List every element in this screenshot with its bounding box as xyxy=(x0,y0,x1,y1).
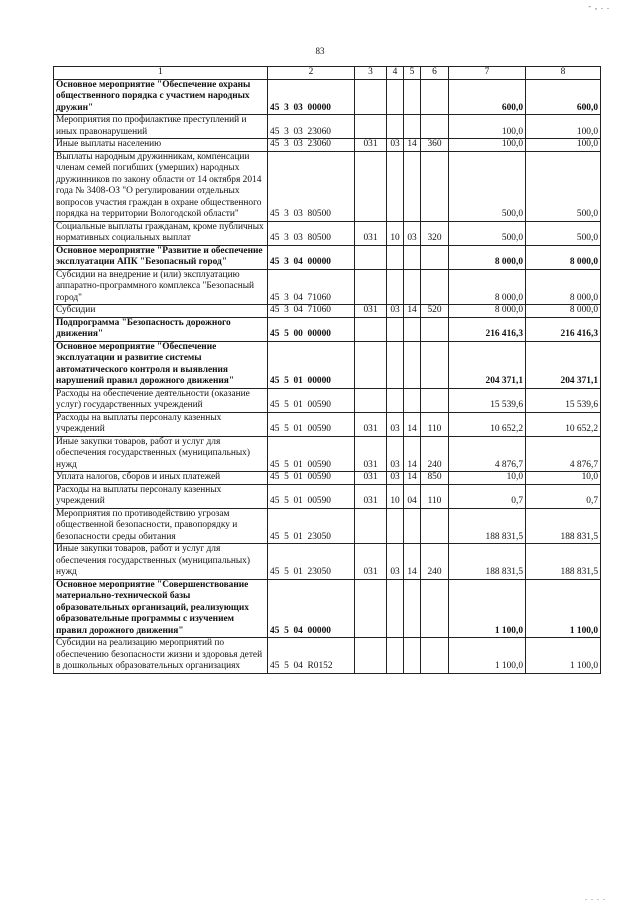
row-amount-1: 188 831,5 xyxy=(449,508,526,544)
row-amount-1: 1 100,0 xyxy=(449,638,526,674)
row-grbs xyxy=(355,508,387,544)
row-section: 10 xyxy=(387,484,404,508)
row-amount-2: 8 000,0 xyxy=(526,245,601,269)
row-expense-type xyxy=(421,388,449,412)
row-code: 45 5 01 00590 xyxy=(268,436,355,472)
row-grbs xyxy=(355,388,387,412)
row-amount-2: 188 831,5 xyxy=(526,544,601,580)
row-code: 45 5 01 00590 xyxy=(268,388,355,412)
row-subsection: 14 xyxy=(404,472,421,485)
row-amount-1: 8 000,0 xyxy=(449,305,526,318)
corner-mark: - , . . xyxy=(588,2,610,11)
row-amount-1: 10,0 xyxy=(449,472,526,485)
row-name: Основное мероприятие "Развитие и обеспечение эксплуатации АПК "Безопасный город" xyxy=(54,245,268,269)
table-row xyxy=(54,151,601,221)
row-section: 10 xyxy=(387,221,404,245)
row-name: Иные закупки товаров, работ и услуг для обеспечения государственных (муниципальных) нужд xyxy=(54,436,268,472)
row-amount-1: 500,0 xyxy=(449,221,526,245)
row-expense-type: 850 xyxy=(421,472,449,485)
row-code: 45 3 04 71060 xyxy=(268,269,355,305)
header-col-8: 8 xyxy=(526,67,601,80)
row-amount-2: 100,0 xyxy=(526,139,601,152)
row-amount-1: 216 416,3 xyxy=(449,317,526,341)
row-section xyxy=(387,151,404,221)
row-amount-1: 0,7 xyxy=(449,484,526,508)
row-name: Выплаты народным дружинникам, компенсации членам семей погибших (умерших) народных дружинников по закону области от 14 октября 2014 года № 3408-ОЗ "О регулировании отдельных вопросов участия граждан в охране общественного порядка на территории Вологодской области" xyxy=(54,151,268,221)
row-section xyxy=(387,579,404,638)
table-row xyxy=(54,305,601,318)
table-row xyxy=(54,341,601,388)
row-expense-type xyxy=(421,151,449,221)
row-amount-1: 188 831,5 xyxy=(449,544,526,580)
row-subsection xyxy=(404,508,421,544)
header-col-2: 2 xyxy=(268,67,355,80)
table-row xyxy=(54,638,601,674)
table-row xyxy=(54,221,601,245)
row-name: Уплата налогов, сборов и иных платежей xyxy=(54,472,268,485)
row-grbs: 031 xyxy=(355,221,387,245)
row-expense-type: 360 xyxy=(421,139,449,152)
row-section xyxy=(387,317,404,341)
row-amount-1: 8 000,0 xyxy=(449,245,526,269)
row-amount-2: 500,0 xyxy=(526,221,601,245)
row-name: Мероприятия по противодействию угрозам общественной безопасности, правопорядку и безопасности среды обитания xyxy=(54,508,268,544)
row-grbs: 031 xyxy=(355,544,387,580)
row-code: 45 3 04 71060 xyxy=(268,305,355,318)
table-row xyxy=(54,579,601,638)
row-grbs xyxy=(355,115,387,139)
row-amount-1: 15 539,6 xyxy=(449,388,526,412)
row-amount-2: 600,0 xyxy=(526,79,601,115)
row-amount-2: 10,0 xyxy=(526,472,601,485)
row-grbs xyxy=(355,79,387,115)
row-subsection: 14 xyxy=(404,544,421,580)
row-amount-2: 0,7 xyxy=(526,484,601,508)
row-name: Субсидии на внедрение и (или) эксплуатацию аппаратно-программного комплекса "Безопасный город" xyxy=(54,269,268,305)
row-name: Основное мероприятие "Обеспечение охраны общественного порядка с участием народных дружин" xyxy=(54,79,268,115)
row-amount-2: 1 100,0 xyxy=(526,579,601,638)
row-code: 45 5 01 00000 xyxy=(268,341,355,388)
row-code: 45 5 04 R0152 xyxy=(268,638,355,674)
table-row xyxy=(54,79,601,115)
row-subsection xyxy=(404,269,421,305)
table-row xyxy=(54,544,601,580)
row-code: 45 3 04 00000 xyxy=(268,245,355,269)
header-col-4: 4 xyxy=(387,67,404,80)
row-amount-1: 1 100,0 xyxy=(449,579,526,638)
row-subsection: 03 xyxy=(404,221,421,245)
row-subsection: 14 xyxy=(404,139,421,152)
row-name: Расходы на выплаты персоналу казенных учреждений xyxy=(54,412,268,436)
row-subsection: 04 xyxy=(404,484,421,508)
header-col-3: 3 xyxy=(355,67,387,80)
table-row xyxy=(54,508,601,544)
row-name: Основное мероприятие "Совершенствование материально-технической базы образовательных организаций, реализующих образовательные программы с изучением правил дорожного движения" xyxy=(54,579,268,638)
row-section: 03 xyxy=(387,472,404,485)
header-col-1: 1 xyxy=(54,67,268,80)
row-expense-type: 110 xyxy=(421,412,449,436)
table-row xyxy=(54,115,601,139)
row-expense-type xyxy=(421,79,449,115)
table-row xyxy=(54,436,601,472)
row-amount-2: 216 416,3 xyxy=(526,317,601,341)
header-col-7: 7 xyxy=(449,67,526,80)
header-col-6: 6 xyxy=(421,67,449,80)
row-code: 45 5 01 00590 xyxy=(268,484,355,508)
row-expense-type: 520 xyxy=(421,305,449,318)
row-name: Субсидии на реализацию мероприятий по обеспечению безопасности жизни и здоровья детей в дошкольных образовательных организациях xyxy=(54,638,268,674)
row-name: Социальные выплаты гражданам, кроме публичных нормативных социальных выплат xyxy=(54,221,268,245)
row-code: 45 3 03 80500 xyxy=(268,221,355,245)
row-expense-type: 240 xyxy=(421,436,449,472)
row-code: 45 3 03 23060 xyxy=(268,115,355,139)
row-expense-type xyxy=(421,579,449,638)
row-expense-type: 320 xyxy=(421,221,449,245)
table-row xyxy=(54,412,601,436)
row-grbs: 031 xyxy=(355,139,387,152)
row-section: 03 xyxy=(387,305,404,318)
row-section: 03 xyxy=(387,412,404,436)
row-amount-1: 8 000,0 xyxy=(449,269,526,305)
row-expense-type xyxy=(421,638,449,674)
row-name: Подпрограмма "Безопасность дорожного движения" xyxy=(54,317,268,341)
row-subsection xyxy=(404,638,421,674)
row-grbs: 031 xyxy=(355,436,387,472)
row-subsection xyxy=(404,151,421,221)
row-grbs xyxy=(355,269,387,305)
table-row xyxy=(54,388,601,412)
row-amount-1: 10 652,2 xyxy=(449,412,526,436)
row-name: Иные выплаты населению xyxy=(54,139,268,152)
row-amount-1: 600,0 xyxy=(449,79,526,115)
row-grbs: 031 xyxy=(355,472,387,485)
row-expense-type xyxy=(421,508,449,544)
row-section xyxy=(387,638,404,674)
row-amount-1: 4 876,7 xyxy=(449,436,526,472)
row-subsection xyxy=(404,341,421,388)
row-amount-1: 500,0 xyxy=(449,151,526,221)
budget-table xyxy=(53,66,601,674)
row-amount-2: 10 652,2 xyxy=(526,412,601,436)
row-amount-2: 500,0 xyxy=(526,151,601,221)
page-number: 83 xyxy=(315,46,325,56)
row-name: Мероприятия по профилактике преступлений и иных правонарушений xyxy=(54,115,268,139)
row-section xyxy=(387,508,404,544)
row-section xyxy=(387,341,404,388)
row-amount-2: 100,0 xyxy=(526,115,601,139)
row-grbs xyxy=(355,579,387,638)
row-code: 45 5 01 00590 xyxy=(268,412,355,436)
row-grbs xyxy=(355,638,387,674)
row-section xyxy=(387,115,404,139)
table-row xyxy=(54,269,601,305)
row-expense-type xyxy=(421,245,449,269)
row-section xyxy=(387,388,404,412)
row-name: Иные закупки товаров, работ и услуг для обеспечения государственных (муниципальных) нужд xyxy=(54,544,268,580)
row-subsection xyxy=(404,115,421,139)
row-expense-type: 110 xyxy=(421,484,449,508)
row-amount-2: 1 100,0 xyxy=(526,638,601,674)
row-name: Основное мероприятие "Обеспечение эксплуатации и развитие системы автоматического контроля и выявления нарушений правил дорожного движения" xyxy=(54,341,268,388)
row-section: 03 xyxy=(387,544,404,580)
row-code: 45 5 01 00590 xyxy=(268,472,355,485)
row-section: 03 xyxy=(387,436,404,472)
row-expense-type xyxy=(421,115,449,139)
row-code: 45 3 03 23060 xyxy=(268,139,355,152)
table-row xyxy=(54,317,601,341)
row-grbs xyxy=(355,245,387,269)
row-code: 45 5 00 00000 xyxy=(268,317,355,341)
row-code: 45 3 03 80500 xyxy=(268,151,355,221)
row-name: Расходы на выплаты персоналу казенных учреждений xyxy=(54,484,268,508)
row-code: 45 5 04 00000 xyxy=(268,579,355,638)
row-amount-2: 204 371,1 xyxy=(526,341,601,388)
row-subsection: 14 xyxy=(404,436,421,472)
row-grbs: 031 xyxy=(355,412,387,436)
row-name: Субсидии xyxy=(54,305,268,318)
row-subsection xyxy=(404,245,421,269)
row-subsection xyxy=(404,317,421,341)
row-subsection xyxy=(404,79,421,115)
row-expense-type xyxy=(421,341,449,388)
row-grbs: 031 xyxy=(355,484,387,508)
row-expense-type xyxy=(421,269,449,305)
row-amount-1: 204 371,1 xyxy=(449,341,526,388)
row-code: 45 5 01 23050 xyxy=(268,508,355,544)
footer-mark: . . . . xyxy=(585,893,606,902)
row-amount-2: 8 000,0 xyxy=(526,269,601,305)
row-subsection xyxy=(404,579,421,638)
row-grbs xyxy=(355,317,387,341)
row-code: 45 5 01 23050 xyxy=(268,544,355,580)
row-amount-1: 100,0 xyxy=(449,139,526,152)
row-section xyxy=(387,245,404,269)
table-row xyxy=(54,245,601,269)
table-row xyxy=(54,139,601,152)
header-row xyxy=(54,67,601,80)
row-grbs xyxy=(355,341,387,388)
row-code: 45 3 03 00000 xyxy=(268,79,355,115)
row-grbs: 031 xyxy=(355,305,387,318)
table-row xyxy=(54,472,601,485)
row-amount-2: 8 000,0 xyxy=(526,305,601,318)
row-expense-type xyxy=(421,317,449,341)
header-col-5: 5 xyxy=(404,67,421,80)
row-name: Расходы на обеспечение деятельности (оказание услуг) государственных учреждений xyxy=(54,388,268,412)
row-subsection: 14 xyxy=(404,412,421,436)
row-expense-type: 240 xyxy=(421,544,449,580)
row-subsection xyxy=(404,388,421,412)
row-amount-1: 100,0 xyxy=(449,115,526,139)
row-section: 03 xyxy=(387,139,404,152)
row-amount-2: 4 876,7 xyxy=(526,436,601,472)
table-row xyxy=(54,484,601,508)
row-subsection: 14 xyxy=(404,305,421,318)
row-section xyxy=(387,79,404,115)
row-amount-2: 15 539,6 xyxy=(526,388,601,412)
row-amount-2: 188 831,5 xyxy=(526,508,601,544)
row-grbs xyxy=(355,151,387,221)
row-section xyxy=(387,269,404,305)
